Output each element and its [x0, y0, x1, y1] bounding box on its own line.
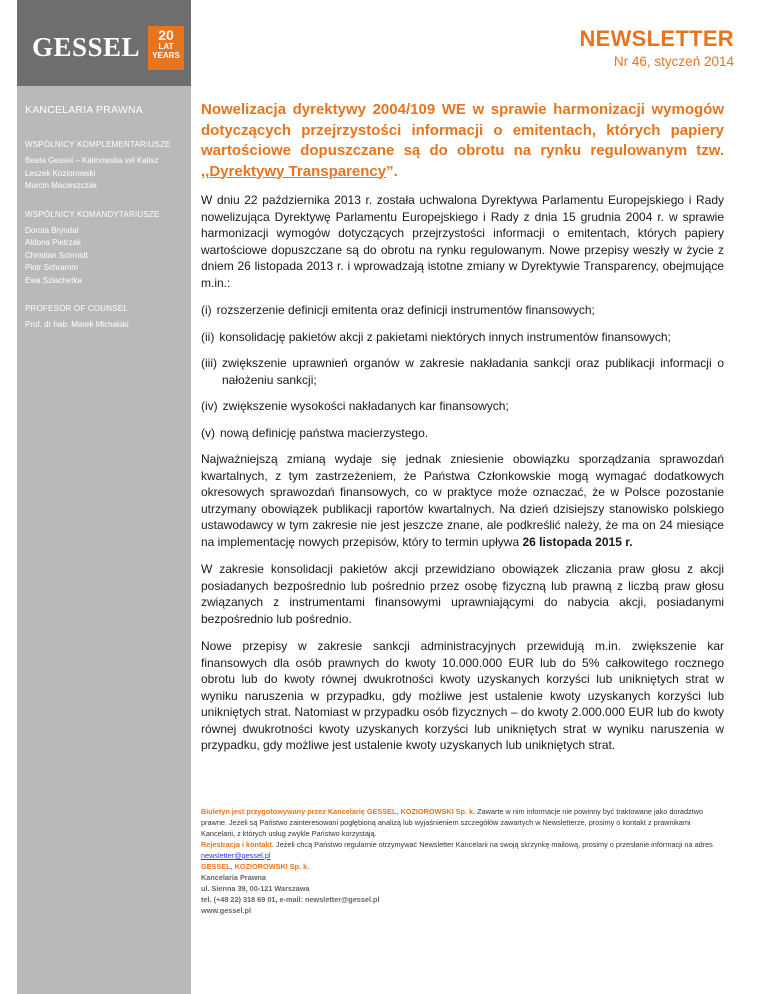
footer: [201, 806, 721, 916]
partners-general-group: [25, 140, 189, 193]
footer-firm-type: Kancelaria Prawna: [201, 873, 266, 882]
list-text: konsolidację pakietów akcji z pakietami niektórych innych instrumentów finansowych;: [219, 329, 671, 344]
partner-name: Dorota Bryndal: [25, 225, 79, 235]
article-title-text: Nowelizacja dyrektywy 2004/109 WE w sprawie harmonizacji wymogów dotyczących przejrzystości informacji o emitentach, których papiery wartościowe dopuszczane są do obrotu na rynku regulowanym tzw. ,,: [201, 101, 724, 180]
badge-line1: LAT: [158, 42, 174, 51]
footer-contact: tel. (+48 22) 318 69 01, e-mail: newsletter@gessel.pl: [201, 895, 380, 904]
paragraph-consolidation: W zakresie konsolidacji pakietów akcji przewidziano obowiązek zliczania praw głosu z akcji posiadanych bezpośrednio lub pośrednio przez osobę fizyczną lub prawną z liczbą praw głosu związanych z instrumentami finansowymi uprawniającymi do nabycia akcji, posiadanymi bezpośrednio lub pośrednio.: [201, 562, 724, 626]
partner-name: Piotr Schramm: [25, 263, 78, 272]
anniversary-badge: [148, 26, 184, 70]
paragraph-sanctions: Nowe przepisy w zakresie sankcji administracyjnych przewidują m.in. zwiększenie kar finansowych dla osób prawnych do kwoty 10.000.000 EUR lub do 5% całkowitego rocznego obrotu lub do kwoty równej dwukrotności kwoty uzyskanych korzyści lub unikniętych strat w wyniku naruszenia w przypadku, gdy możliwe jest ustalenie kwoty uzyskanych korzyści lub unikniętych strat. Natomiast w przypadku osób fizycznych – do kwoty 2.000.000 EUR lub do kwoty równej dwukrotności kwoty uzyskanych korzyści lub unikniętych strat w wyniku naruszenia w przypadku, gdy możliwe jest ustalenie kwoty uzyskanych lub unikniętych strat.: [201, 639, 724, 752]
article-title-end: ”.: [386, 162, 398, 180]
list-item: [201, 302, 724, 319]
paragraph-quarterly-reports: [201, 451, 724, 550]
footer-lead-bold: Biuletyn jest przygotowywany przez Kancelarię GESSEL, KOZIOROWSKI Sp. k.: [201, 807, 476, 816]
footer-reg-bold: Rejestracja i kontakt.: [201, 840, 275, 849]
newsletter-issue: Nr 46, styczeń 2014: [613, 54, 734, 69]
footer-lead-text: Zawarte w nim informacje nie powinny być traktowane jako doradztwo prawne. Jeżeli są Państwo zainteresowani pogłębioną analizą lub wyjaśnieniem szczegółów zawartych w Newsletterze, prosimy o kontakt z prawnikami Kancelarii, z których usług zwykle Państwo korzystają.: [201, 807, 704, 838]
list-marker: (iv): [201, 399, 218, 413]
footer-disclaimer: [201, 806, 721, 839]
list-marker: (ii): [201, 329, 215, 344]
counsel-name: Prof. dr hab. Marek Michalski: [25, 320, 129, 329]
list-marker: (iii): [201, 356, 217, 370]
partner-name: Leszek Koziorowski: [25, 168, 96, 178]
logo: GESSEL: [32, 32, 141, 62]
list-item: [201, 355, 724, 388]
footer-website[interactable]: www.gessel.pl: [201, 906, 252, 915]
list-text: rozszerzenie definicji emitenta oraz definicji instrumentów finansowych;: [216, 303, 595, 317]
partner-name: Ewa Szlachetka: [25, 275, 82, 285]
partner-name: Marcin Macieszczak: [25, 181, 98, 190]
partner-name: Beata Gessel – Kalinowska vel Kalisz: [25, 156, 159, 165]
footer-address: ul. Sienna 39, 00-121 Warszawa: [201, 884, 310, 893]
list-text: nową definicję państwa macierzystego.: [220, 425, 429, 440]
list-item: [201, 329, 724, 346]
list-marker: (v): [201, 425, 215, 440]
badge-number: 20: [158, 27, 174, 43]
footer-registration: [201, 839, 721, 861]
directive-link[interactable]: Dyrektywy Transparency: [209, 162, 387, 180]
list-text: zwiększenie wysokości nakładanych kar finansowych;: [222, 399, 509, 413]
list-item: [201, 398, 724, 415]
footer-reg-text: Jeżeli chcą Państwo regularnie otrzymywać Newsletter Kancelarii na swoją skrzynkę mailową, prosimy o przesłanie informacji na adres: [274, 840, 713, 849]
list-text: zwiększenie uprawnień organów w zakresie nakładania sankcji oraz publikacji informacji o nałożeniu sankcji;: [222, 356, 724, 387]
group-title: WSPÓLNICY KOMPLEMENTARIUSZE: [25, 140, 171, 149]
group-title: WSPÓLNICY KOMANDYTARIUSZE: [25, 209, 160, 219]
of-counsel-group: [25, 304, 189, 332]
newsletter-email-link[interactable]: newsletter@gessel.pl: [201, 851, 271, 860]
partner-name: Aldona Pietrzak: [25, 238, 82, 247]
sidebar-content: [25, 104, 189, 349]
article: [201, 100, 724, 765]
sidebar-heading: KANCELARIA PRAWNA: [25, 104, 143, 116]
footer-firm: GESSEL, KOZIOROWSKI Sp. k.: [201, 862, 310, 871]
article-title: [201, 100, 724, 182]
intro-paragraph: W dniu 22 października 2013 r. została uchwalona Dyrektywa Parlamentu Europejskiego i Rady nowelizująca Dyrektywę Parlamentu Europejskiego i Rady z dnia 15 grudnia 2004 r. w sprawie harmonizacji wymogów dotyczących przejrzystości informacji o emitentach, których papiery wartościowe dopuszczane są do obrotu na rynku regulowanym. Nowe przepisy weszły w życie z dniem 26 listopada 2013 r. i wprowadzają istotne zmiany w Dyrektywie Transparency, obejmujące m.in.:: [201, 193, 724, 290]
list-item: [201, 425, 724, 442]
partner-name: Christian Schmidt: [25, 250, 88, 260]
list-marker: (i): [201, 303, 212, 317]
deadline-date: 26 listopada 2015 r.: [522, 534, 633, 549]
group-title: PROFESOR OF COUNSEL: [25, 304, 128, 313]
badge-line2: YEARS: [152, 51, 180, 60]
paragraph-text: Najważniejszą zmianą wydaje się jednak zniesienie obowiązku sporządzania sprawozdań kwartalnych, z tym zastrzeżeniem, że Państwa Członkowskie mogą wymagać dodatkowych okresowych sprawozdań finansowych, co w praktyce może oznaczać, że w Polsce pozostanie utrzymany obowiązek publikacji raportów kwartalnych. Na dzień dzisiejszy stanowisko polskiego ustawodawcy w tym zakresie nie jest jeszcze znane, ale podkreślić należy, że ma on 24 miesiące na implementację nowych przepisów, który to termin upływa: [201, 452, 724, 549]
newsletter-title: NEWSLETTER: [579, 26, 734, 51]
partners-limited-group: [25, 210, 189, 288]
